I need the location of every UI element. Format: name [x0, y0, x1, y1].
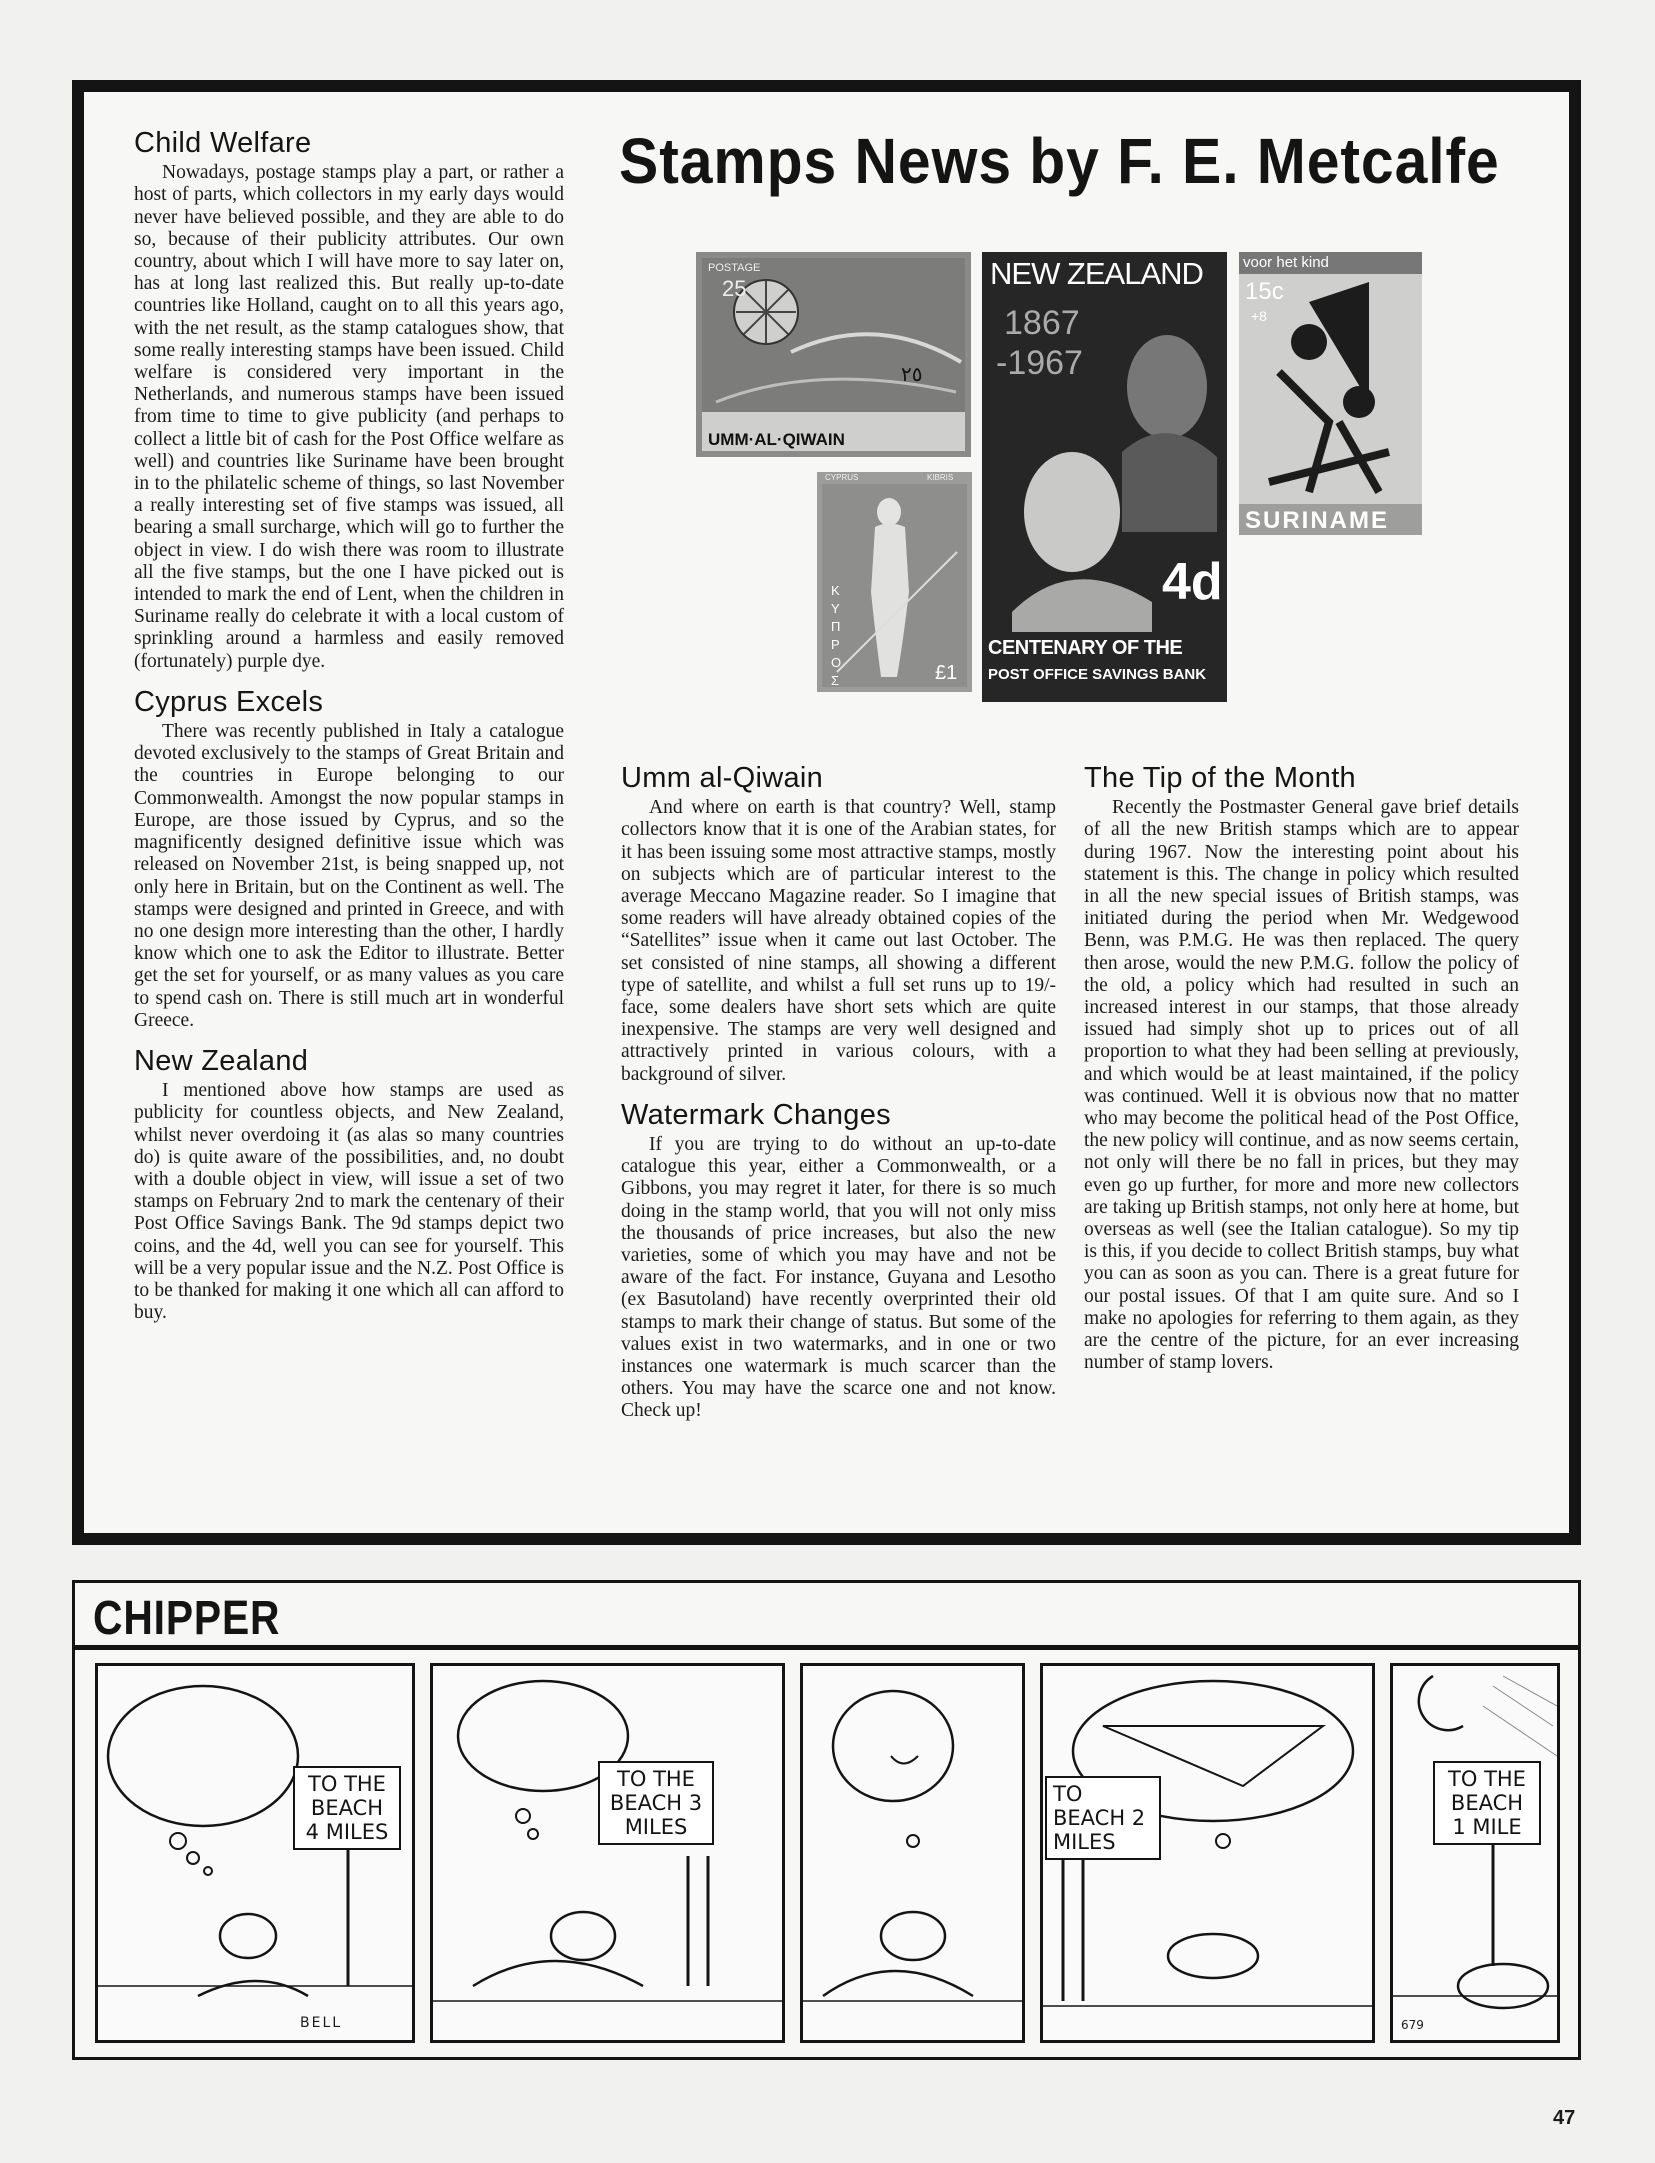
nz-value: 4d — [1162, 553, 1223, 611]
heading-child-welfare: Child Welfare — [134, 127, 312, 159]
nz-year-end: -1967 — [996, 344, 1083, 382]
umm-value: 25 — [722, 276, 747, 301]
panel-1-drawing — [98, 1666, 412, 2040]
panel-3-drawing — [803, 1666, 1022, 2040]
text-tip: Recently the Postmaster General gave brief details of all the new British stamps which are to appear during 1967. Now the interesting point about his statement is this. The change in policy which resulted in all the new special issues of British stamps, was initiated during the period when Mr. Wedgewood Benn, was P.M.G. He was then replaced. The query then arose, would the new P.M.G. follow the policy of the old, a policy which had resulted in such an increased interest in our stamps, that those already issued had simply shot up to prices out of all proportion to what they had been selling at previously, and which would be at least maintained, if the policy was continued. Well it is obvious now that no matter who may become the political head of the Post Office, the new policy will continue, and as now seems certain, not only will there be no fall in prices, but they may even go up further, for more and more new collectors are taking up British stamps, not only here at home, but overseas as well (see the Italian catalogue). So my tip is this, if you decide to collect British stamps, buy what you can as soon as you can. There is a great future for our postal issues. Of that I am quite sure. And so I make no apologies for referring to them again, as they are the centre of the picture, for an ever increasing number of stamp lovers. — [1084, 797, 1519, 1374]
umm-country-name: UMM·AL·QIWAIN — [708, 430, 845, 449]
umm-arabic-value: ٢٥ — [901, 364, 923, 386]
left-column — [134, 127, 564, 1324]
chipper-comic-strip — [72, 1580, 1581, 2060]
text-child-welfare: Nowadays, postage stamps play a part, or rather a host of parts, which collectors in my early days would never have believed possible, and they are able to do so, because of their publicity attributes. Our own country, about which I will have more to say later on, has at long last realized this. But really up-to-date countries like Holland, caught on to all this years ago, with the net result, as the stamp catalogues show, that some really interesting stamps have been issued. Child welfare is considered very important in the Netherlands, and numerous stamps have been issued from time to time to give publicity (and perhaps to collect a little bit of cash for the Post Office welfare as well) and countries like Suriname have been brought in to the philatelic scheme of things, so last November a really interesting set of five stamps was issued, all bearing a small surcharge, which will go to further the object in view. I do wish there was room to illustrate all the five stamps, but the one I have picked out is intended to mark the end of Lent, when the children in Suriname really do celebrate it with a local custom of sprinkling around a harmless and easily removed (fortunately) purple dye. — [134, 162, 564, 672]
stamp-umm-al-qiwain — [696, 252, 971, 457]
comic-title-rule — [75, 1645, 1578, 1650]
comic-sign-2: TO THE BEACH 3 MILES — [598, 1761, 714, 1845]
text-new-zealand: I mentioned above how stamps are used as publicity for countless objects, and New Zealand, whilst never overdoing it (as alas so many countries do) is quite aware of the possibilities, and, no doubt with a double object in view, will issue a set of two stamps on February 2nd to mark the centenary of their Post Office Savings Bank. The 9d stamps depict two coins, and the 4d, well you can see for yourself. This will be a very popular issue and the N.Z. Post Office is to be thanked for making it one which all can afford to buy. — [134, 1080, 564, 1324]
middle-column — [621, 762, 1056, 1423]
stamp-cyprus — [817, 472, 972, 692]
heading-tip: The Tip of the Month — [1084, 762, 1356, 794]
suriname-value: 15c — [1245, 278, 1284, 305]
panel-2-drawing — [433, 1666, 782, 2040]
nz-caption-line1: CENTENARY OF THE — [988, 637, 1183, 659]
comic-panel-1 — [95, 1663, 415, 2043]
stamp-new-zealand — [982, 252, 1227, 702]
comic-sign-4: TO THE BEACH 1 MILE — [1433, 1761, 1541, 1845]
cyprus-right-label: KIBRIS — [927, 473, 954, 482]
article-headline: Stamps News by F. E. Metcalfe — [619, 125, 1500, 197]
nz-caption-line2: POST OFFICE SAVINGS BANK — [988, 666, 1207, 683]
text-cyprus: There was recently published in Italy a catalogue devoted exclusively to the stamps of Great Britain and the countries in Europe belonging to our Commonwealth. Amongst the now popular stamps in Europe, are those issued by Cyprus, and so the magnificently designed definitive issue which was released on November 21st, is being snapped up, not only here in Britain, but on the Continent as well. The stamps were designed and printed in Greece, and with no one design more interesting than the other, I hardly know which one to ask the Editor to illustrate. Better get the set for yourself, or as many values as you care to spend cash on. There is still much art in wonderful Greece. — [134, 721, 564, 1031]
right-column — [1084, 762, 1519, 1374]
cyprus-left-label: CYPRUS — [825, 473, 859, 482]
comic-title: CHIPPER — [93, 1592, 281, 1645]
panel-5-drawing — [1393, 1666, 1557, 2040]
heading-umm-al-qiwain: Umm al-Qiwain — [621, 762, 824, 794]
page-number: 47 — [1553, 2107, 1576, 2129]
umm-postage-label: POSTAGE — [708, 262, 761, 274]
nz-year-start: 1867 — [1004, 304, 1080, 342]
heading-new-zealand: New Zealand — [134, 1044, 309, 1077]
cyprus-value: £1 — [935, 662, 958, 684]
comic-panel-5 — [1390, 1663, 1560, 2043]
comic-panel-2 — [430, 1663, 785, 2043]
heading-watermark: Watermark Changes — [621, 1098, 891, 1131]
comic-sign-1: TO THE BEACH 4 MILES — [293, 1766, 401, 1850]
cyprus-vertical-label: ΚΥΠΡΟΣ — [831, 583, 842, 688]
comic-panel-3 — [800, 1663, 1025, 2043]
suriname-surcharge: +8 — [1251, 308, 1267, 324]
suriname-top-label: voor het kind — [1243, 254, 1329, 271]
suriname-name: SURINAME — [1245, 507, 1390, 534]
comic-sign-3: TO BEACH 2 MILES — [1045, 1776, 1161, 1860]
text-watermark: If you are trying to do without an up-to-date catalogue this year, either a Commonwealth, or a Gibbons, you may regret it later, for there is so much doing in the stamp world, that you will not only miss the thousands of price increases, but also the new varieties, some of which you may have and not be aware of the fact. For instance, Guyana and Lesotho (ex Basutoland) have recently overprinted their old stamps to mark their change of status. But some of the values exist in two watermarks, and in one or two instances one watermark is much scarcer than the others. You may have the scarce one and not know. Check up! — [621, 1134, 1056, 1422]
heading-cyprus: Cyprus Excels — [134, 685, 324, 718]
moon-icon — [1419, 1676, 1463, 1730]
comic-code: 679 — [1401, 2018, 1424, 2032]
nz-country: NEW ZEALAND — [990, 256, 1203, 291]
stamp-suriname — [1239, 252, 1422, 535]
comic-panel-4 — [1040, 1663, 1375, 2043]
comic-signature: BELL — [300, 2015, 343, 2031]
stamps-news-article — [72, 80, 1581, 1545]
text-umm-al-qiwain: And where on earth is that country? Well, stamp collectors know that it is one of the Arabian states, for it has been issuing some most attractive stamps, mostly on subjects which are of particular interest to the average Meccano Magazine reader. So I imagine that some readers will have already obtained copies of the “Satellites” issue when it came out last October. The set consisted of nine stamps, all showing a different type of satellite, and whilst a full set runs up to 19/- face, some dealers have short sets which are quite inexpensive. The stamps are very well designed and attractively printed in various colours, with a background of silver. — [621, 797, 1056, 1085]
